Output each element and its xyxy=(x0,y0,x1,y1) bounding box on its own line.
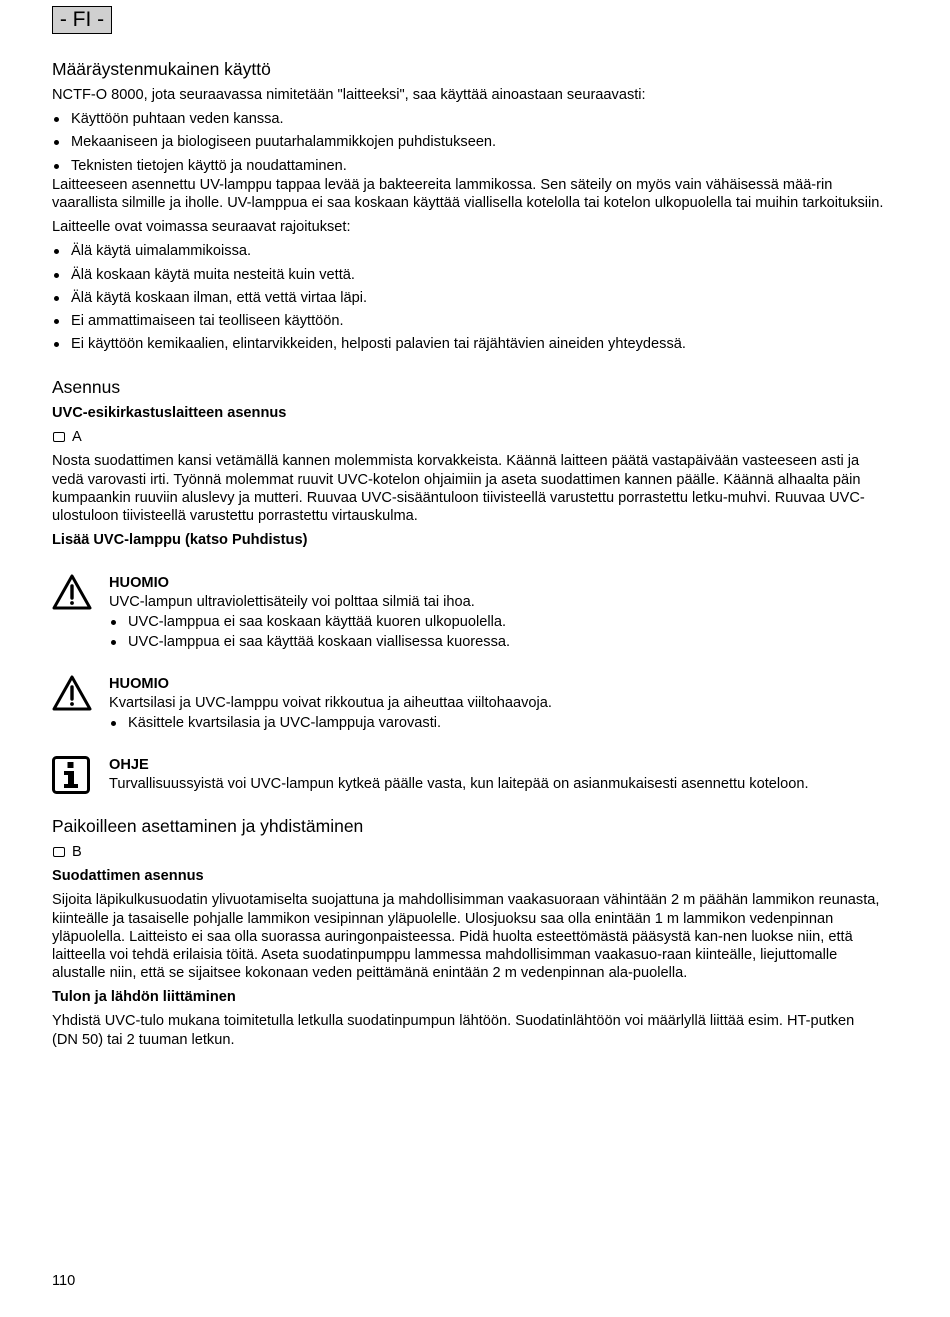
notice-title: HUOMIO xyxy=(109,575,169,592)
page-number: 110 xyxy=(52,1273,76,1289)
lamp-heading: Lisää UVC-lamppu (katso Puhdistus) xyxy=(52,532,308,549)
subsection-title-uvc-install: UVC-esikirkastuslaitteen asennus xyxy=(52,405,287,422)
notice-warning-2 xyxy=(52,675,884,732)
warning-icon xyxy=(52,675,92,715)
notice-list xyxy=(109,714,884,732)
notice-text: Turvallisuussyistä voi UVC-lampun kytkeä päälle vasta, kun laitepää on asianmukaisesti asennettu koteloon. xyxy=(109,776,809,793)
restrictions-list xyxy=(52,242,884,353)
uv-lamp-paragraph: Laitteeseen asennettu UV-lamppu tappaa levää ja bakteereita lammikossa. Sen säteily on myös vain vähäisessä mää-rin vaarallista silmille ja iholle. UV-lamppua ei saa koskaan käyttää viallisella kotelolla tai kotelon ulkopuolella tai muihin tarkoituksiin. xyxy=(52,176,884,212)
list-item: Käyttöön puhtaan veden kanssa. xyxy=(52,110,884,128)
list-item: Älä käytä uimalammikoissa. xyxy=(52,242,884,260)
section-title-intended-use: Määräystenmukainen käyttö xyxy=(52,59,271,79)
filter-install-paragraph: Sijoita läpikulkusuodatin ylivuotamiselta suojattuna ja mahdollisimman vaakasuoraan vähintään 2 m päähän lammikon reunasta, kiinteälle ja tasaiselle pohjalle lammikon vesipinnan yläpuolelle. Ulosjuoksu saa olla enintään 1 m lammikon vedenpinnan yläpuolella. Laitteisto ei saa olla suorassa auringonpaisteessa. Pidä huolta esteettömästä pääsystä kan-nen luokse niin, että laitteella voi tehdä erilaisia töitä. Aseta suodatinpumppu lammessa mahdollisimman vaakasuo-raan kiinteälle, liejuttomalle alustalle niin, että se sijaitsee kokonaan veden peittämänä enintään 2 m vedenpinnan ala-puolella. xyxy=(52,892,880,982)
figure-box-icon xyxy=(53,432,65,442)
warning-icon xyxy=(52,574,92,614)
notice-text: Kvartsilasi ja UVC-lamppu voivat rikkoutua ja aiheuttaa viiltohaavoja. xyxy=(109,694,552,711)
section-title-installation: Asennus xyxy=(52,377,121,398)
intended-use-list xyxy=(52,110,884,175)
figure-reference xyxy=(52,428,884,446)
connect-heading: Tulon ja lähdön liittäminen xyxy=(52,989,236,1006)
figure-reference xyxy=(52,843,884,861)
notice-info xyxy=(52,756,884,793)
section-installation xyxy=(52,376,884,793)
notice-text: UVC-lampun ultraviolettisäteily voi polttaa silmiä tai ihoa. xyxy=(109,594,475,611)
section-intended-use xyxy=(52,58,884,353)
list-item: Teknisten tietojen käyttö ja noudattaminen. xyxy=(52,157,884,175)
list-item: Mekaaniseen ja biologiseen puutarhalammikkojen puhdistukseen. xyxy=(52,133,884,151)
list-item: Älä koskaan käytä muita nesteitä kuin vettä. xyxy=(52,266,884,284)
list-item: Älä käytä koskaan ilman, että vettä virtaa läpi. xyxy=(52,289,884,307)
info-icon xyxy=(52,756,90,798)
list-item: Ei käyttöön kemikaalien, elintarvikkeiden, helposti palavien tai räjähtävien aineiden yhteydessä. xyxy=(52,335,884,353)
filter-install-heading: Suodattimen asennus xyxy=(52,868,204,885)
figure-reference-label: B xyxy=(72,844,82,861)
list-item: Käsittele kvartsilasia ja UVC-lamppuja varovasti. xyxy=(109,714,884,732)
figure-reference-label: A xyxy=(72,429,82,446)
page-content xyxy=(52,58,884,1055)
notice-list xyxy=(109,613,884,650)
list-item: Ei ammattimaiseen tai teolliseen käyttöön. xyxy=(52,312,884,330)
installation-paragraph: Nosta suodattimen kansi vetämällä kannen molemmista korvakkeista. Käännä laitteen päätä vastapäivään vasteeseen asti ja vedä varovasti irti. Työnnä molemmat ruuvit UVC-kotelon ohjaimiin ja aseta suodattimen kannen päälle. Käännä alhaalta päin kumpaankin ruuviin aluslevy ja mutteri. Ruuvaa UVC-sisääntuloon tiivisteellä varustettu porrastettu letku-muhvi. Ruuvaa UVC-ulostuloon tiivisteellä varustettu porrastettu virtauskulma. xyxy=(52,453,865,525)
list-item: UVC-lamppua ei saa koskaan käyttää kuoren ulkopuolella. xyxy=(109,613,884,631)
notice-title: HUOMIO xyxy=(109,675,169,692)
section-title-placement: Paikoilleen asettaminen ja yhdistäminen xyxy=(52,816,364,837)
connect-paragraph: Yhdistä UVC-tulo mukana toimitetulla letkulla suodatinpumpun lähtöön. Suodatinlähtöön voi määrlyllä liittää esim. HT-putken (DN 50) tai 2 tuuman letkun. xyxy=(52,1013,855,1048)
restrictions-intro: Laitteelle ovat voimassa seuraavat rajoitukset: xyxy=(52,219,351,236)
figure-box-icon xyxy=(53,847,65,857)
language-tag: - FI - xyxy=(52,6,112,34)
section-placement xyxy=(52,815,884,1048)
intended-use-intro: NCTF-O 8000, jota seuraavassa nimitetään "laitteeksi", saa käyttää ainoastaan seuraavasti: xyxy=(52,87,646,103)
notice-title: OHJE xyxy=(109,757,149,774)
list-item: UVC-lamppua ei saa käyttää koskaan viallisessa kuoressa. xyxy=(109,633,884,651)
notice-warning-1 xyxy=(52,574,884,651)
